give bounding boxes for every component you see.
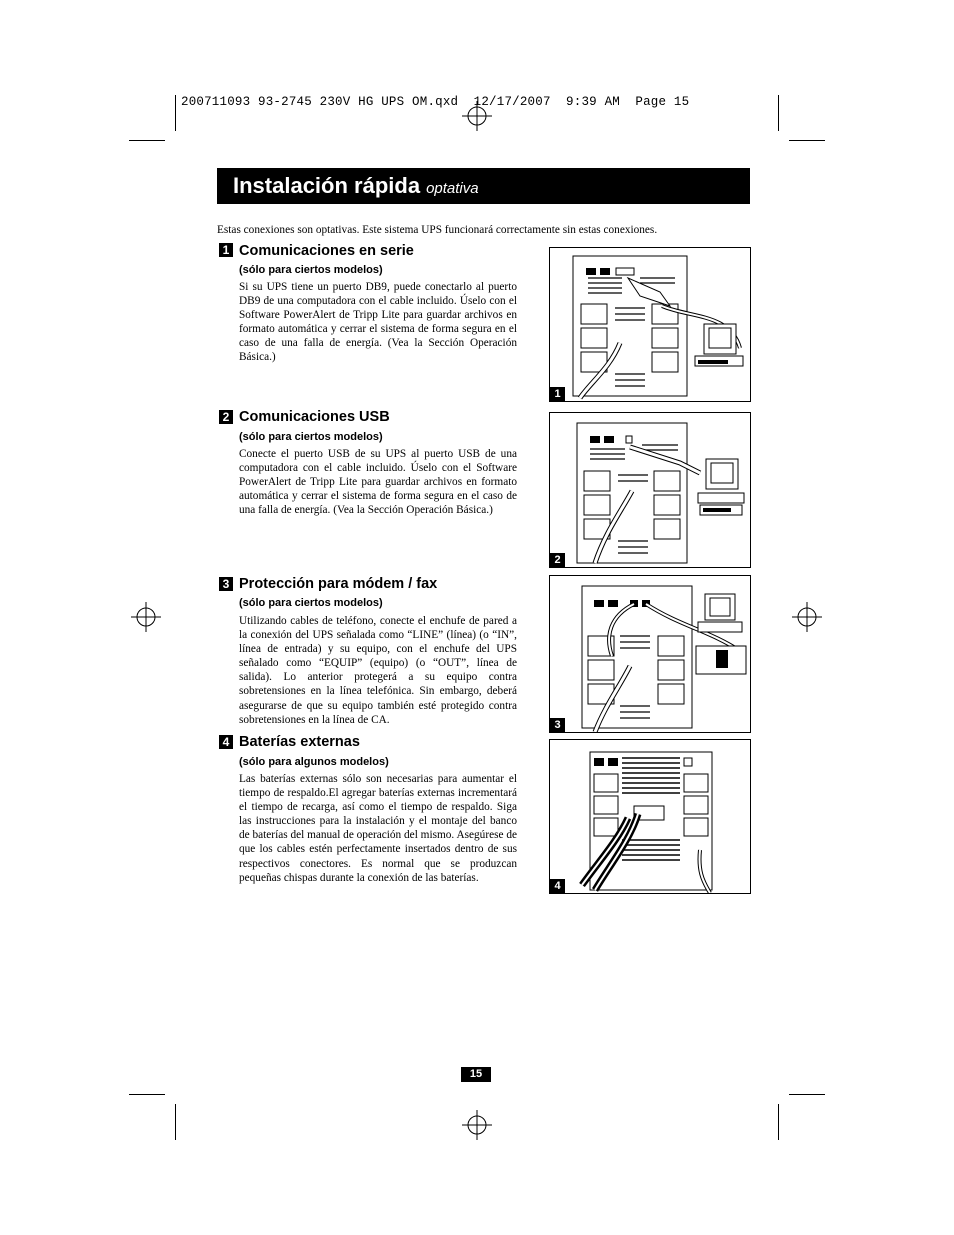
ups-usb-illustration: [550, 413, 750, 567]
section-subtitle: (sólo para algunos modelos): [239, 756, 389, 768]
figure-label: 3: [550, 718, 565, 732]
page-title-banner: [217, 168, 750, 204]
section-number: 2: [219, 410, 233, 424]
registration-mark-icon: [792, 602, 822, 632]
page-title: Instalación rápida: [233, 173, 421, 198]
figure-external-batteries: [549, 739, 751, 894]
figure-usb-connection: [549, 412, 751, 568]
ups-battery-illustration: [550, 740, 750, 893]
page-number: 15: [461, 1067, 491, 1082]
section-number: 4: [219, 735, 233, 749]
section-subtitle: (sólo para ciertos modelos): [239, 264, 383, 276]
print-slug: 200711093 93-2745 230V HG UPS OM.qxd 12/17/2007 9:39 AM Page 15: [181, 95, 690, 109]
section-title: Comunicaciones USB: [239, 409, 390, 425]
section-number: 1: [219, 243, 233, 257]
section-body: Las baterías externas sólo son necesarias para aumentar el tiempo de respaldo.El agregar baterías externas incrementará el tiempo de recarga, así como el tiempo de respaldo. Siga las instrucciones para la instalación y el montaje del banco de baterías del manual de operación del mismo. Asegúrese de que los cables estén perfectamente insertados dentro de sus respectivos conectores. Es normal que se produzcan pequeñas chispas durante la conexión de las baterías.: [239, 773, 517, 884]
figure-label: 4: [550, 879, 565, 893]
section-body: Conecte el puerto USB de su UPS al puerto USB de una computadora con el cable incluido. Úselo con el Software PowerAlert de Tripp Lite para guardar archivos en formato automática y cerrar el sistema de forma segura en el caso de una falla de energía. (Vea la Sección Operación Básica.): [239, 448, 517, 517]
figure-modem-fax-connection: [549, 575, 751, 733]
section-title: Protección para módem / fax: [239, 576, 438, 592]
ups-modem-illustration: [550, 576, 750, 732]
section-title: Baterías externas: [239, 734, 360, 750]
section-body: Utilizando cables de teléfono, conecte el enchufe de pared a la conexión del UPS señalada como “LINE” (línea) (o “IN”, línea de entrada) y su equipo, con el enchufe del UPS señalado como “EQUIP” (equipo) (o “OUT”, línea de salida). Lo anterior protegerá a su equipo contra sobretensiones en la línea telefónica. Sin embargo, deberá asegurarse de que su equipo también esté protegido contra sobretensiones en la línea de CA.: [239, 615, 517, 726]
registration-mark-icon: [131, 602, 161, 632]
figure-label: 1: [550, 387, 565, 401]
section-number: 3: [219, 577, 233, 591]
figure-serial-connection: [549, 247, 751, 402]
section-title: Comunicaciones en serie: [239, 243, 414, 259]
page-subtitle: optativa: [426, 180, 479, 197]
figure-label: 2: [550, 553, 565, 567]
section-subtitle: (sólo para ciertos modelos): [239, 597, 383, 609]
registration-mark-icon: [462, 1110, 492, 1140]
section-body: Si su UPS tiene un puerto DB9, puede conectarlo al puerto DB9 de una computadora con el cable incluido. Úselo con el Software PowerAlert de Tripp Lite para guardar archivos en formato automática y cerrar el sistema de forma segura en el caso de una falla de energía. (Vea la Sección Operación Básica.): [239, 281, 517, 364]
intro-text: Estas conexiones son optativas. Este sistema UPS funcionará correctamente sin estas conexiones.: [217, 224, 658, 236]
ups-serial-illustration: [550, 248, 750, 401]
registration-mark-icon: [462, 101, 492, 131]
section-subtitle: (sólo para ciertos modelos): [239, 431, 383, 443]
